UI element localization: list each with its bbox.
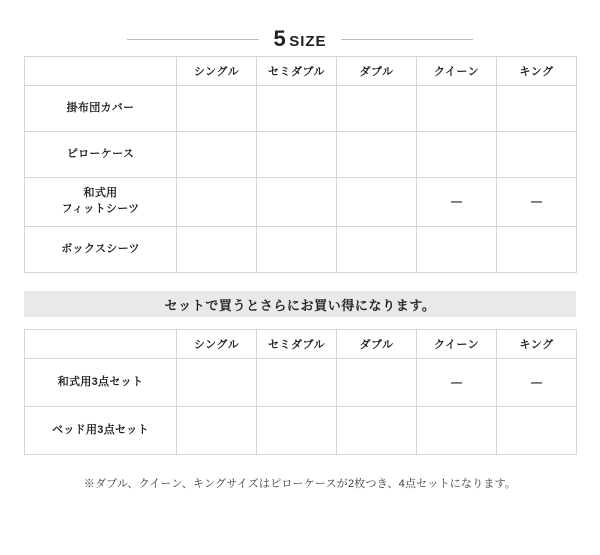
cell-washiki3-single: [177, 359, 257, 407]
size-table: [24, 56, 577, 273]
page-title: [0, 0, 600, 56]
table-header-corner: [25, 57, 177, 86]
cell-fitsheet-single: [177, 178, 257, 227]
cell-washiki3-queen: —: [417, 359, 497, 407]
cell-bed3-king: [497, 407, 577, 455]
cell-fitsheet-king: —: [497, 178, 577, 227]
cell-washiki3-king: —: [497, 359, 577, 407]
cell-pillowcase-king: [497, 132, 577, 178]
row-label-washiki-fitsheet: [25, 178, 177, 227]
row-label-boxsheet: ボックスシーツ: [25, 227, 177, 273]
cell-fitsheet-semidouble: [257, 178, 337, 227]
row-label-kakebuton-cover: 掛布団カバー: [25, 86, 177, 132]
set-table-header-semidouble: セミダブル: [257, 330, 337, 359]
cell-boxsheet-queen: [417, 227, 497, 273]
title-rule-left: [127, 39, 259, 40]
set-table-header-single: シングル: [177, 330, 257, 359]
table-header-single: シングル: [177, 57, 257, 86]
spacer: [0, 317, 600, 329]
row-label-washiki-3set: 和式用3点セット: [25, 359, 177, 407]
table-header-row: [25, 57, 577, 86]
cell-fitsheet-double: [337, 178, 417, 227]
cell-boxsheet-single: [177, 227, 257, 273]
cell-pillowcase-double: [337, 132, 417, 178]
table-header-queen: クイーン: [417, 57, 497, 86]
table-row: [25, 178, 577, 227]
table-row: [25, 407, 577, 455]
table-row: [25, 227, 577, 273]
cell-kakebuton-queen: [417, 86, 497, 132]
row-label-pillowcase: ピローケース: [25, 132, 177, 178]
title-number: 5: [273, 26, 287, 51]
title-text: [273, 28, 326, 50]
cell-bed3-single: [177, 407, 257, 455]
cell-bed3-semidouble: [257, 407, 337, 455]
row-label-line2: フィットシーツ: [61, 203, 140, 215]
footnote: ※ダブル、クイーン、キングサイズはピローケースが2枚つき、4点セットになります。: [83, 478, 517, 490]
cell-fitsheet-queen: —: [417, 178, 497, 227]
set-table: [24, 329, 577, 455]
table-row: [25, 132, 577, 178]
set-promo-text: セットで買うとさらにお買い得になります。: [164, 297, 436, 313]
cell-kakebuton-double: [337, 86, 417, 132]
cell-washiki3-double: [337, 359, 417, 407]
row-label-bed-3set: ベッド用3点セット: [25, 407, 177, 455]
cell-bed3-double: [337, 407, 417, 455]
cell-washiki3-semidouble: [257, 359, 337, 407]
table-header-double: ダブル: [337, 57, 417, 86]
set-table-header-king: キング: [497, 330, 577, 359]
cell-kakebuton-king: [497, 86, 577, 132]
set-table-header-row: [25, 330, 577, 359]
table-row: [25, 86, 577, 132]
table-header-semidouble: セミダブル: [257, 57, 337, 86]
cell-boxsheet-double: [337, 227, 417, 273]
title-rule-right: [341, 39, 473, 40]
cell-kakebuton-single: [177, 86, 257, 132]
set-table-header-double: ダブル: [337, 330, 417, 359]
size-table-block: [24, 56, 576, 273]
cell-pillowcase-queen: [417, 132, 497, 178]
cell-boxsheet-semidouble: [257, 227, 337, 273]
table-row: [25, 359, 577, 407]
cell-pillowcase-semidouble: [257, 132, 337, 178]
table-header-king: キング: [497, 57, 577, 86]
set-table-header-queen: クイーン: [417, 330, 497, 359]
cell-bed3-queen: [417, 407, 497, 455]
set-table-block: [24, 329, 576, 455]
cell-kakebuton-semidouble: [257, 86, 337, 132]
row-label-line1: 和式用: [83, 187, 118, 200]
title-word: SIZE: [289, 33, 327, 50]
set-table-header-corner: [25, 330, 177, 359]
set-promo-banner: [24, 291, 576, 317]
cell-pillowcase-single: [177, 132, 257, 178]
cell-boxsheet-king: [497, 227, 577, 273]
